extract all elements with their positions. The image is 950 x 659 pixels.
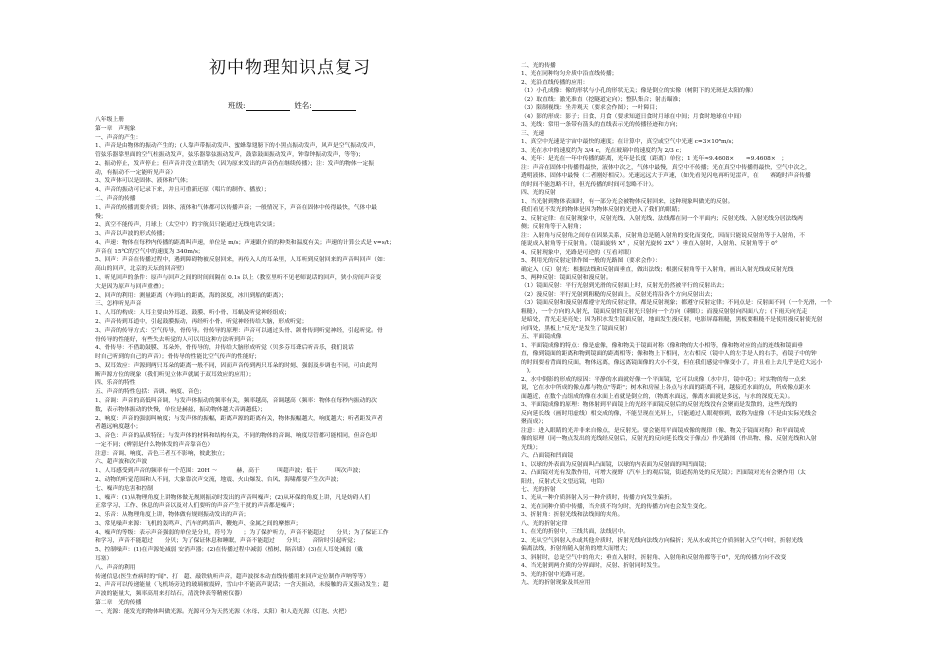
text-line: 4、当光射到两介质的分界面时，反射、折射同时发生。 [521, 563, 664, 570]
text-line: 2、光在同种介质中传播，当介质不均匀时，光的传播方向也会发生变化。 [521, 503, 711, 510]
text-line: 八年级上册 [95, 117, 124, 123]
text-line: 直，像到镜面的距离和物到镜面的距离相等；像和物上下相同，左右相反（镜中人的左手是人的右手，看镜子中的钟 [521, 351, 817, 358]
text-line: 七、光的折射 [521, 487, 556, 493]
text-line: 三、怎样听见声音 [95, 301, 142, 308]
text-line: 说，它在水中所成的像点都与物点"等距"；树木和房屋上各点与水面的距离不同，越接近水面的点，所成像点距水 [521, 385, 811, 392]
text-line: 5、光的折射中光路可逆。 [521, 571, 589, 578]
text-line: 一、声音的产生： [95, 134, 142, 141]
text-line: 传递信息(医生查病时的"闻"、打 超、敲铁轨听声音，超声波探本动直线传播用来回声定位制作声呐等等） [95, 573, 370, 580]
text-line: 侧；反射角等于入射角； [521, 224, 585, 231]
text-line: 反向延长线（画时用虚线）相交成的像，不能呈现在光屏上，只能通过人眼观察到，故称为虚像（不是由实际光线会 [521, 410, 817, 417]
name-label: 姓名: [294, 101, 312, 110]
text-line: 注意：进入眼睛的光并非来自像点，是反射光。要会能用平面镜成像的规律（像、物关于镜面对称）和平面镜成 [521, 427, 806, 434]
text-line: 六、超声波和次声波 [95, 459, 148, 466]
text-line: 者越远响度越小； [95, 424, 142, 431]
text-line: 1、光从一种介质斜射入另一种介质时，传播方向发生偏折。 [521, 495, 676, 502]
text-line: 2、真空不能传声，月球上（太空中）的宇航员只能通过无线电话交谈； [95, 222, 279, 229]
text-line: 4、声音的振动可记录下来，并且可重新还原（唱片的制作、播放）； [95, 187, 270, 194]
text-line: 数，表示物体振动的快慢，单位是赫兹，振动物体越大音调越低）； [95, 406, 267, 413]
text-line: 3、发声体可以是固体、液体和气体； [95, 178, 192, 185]
page-title: 初中物理知识点复习 [209, 58, 371, 78]
text-line: （2）漫反射：平行光射到粗糙的反射面上，反射光将沿各个方向反射出去； [521, 291, 716, 298]
text-line: 聚而成）； [521, 419, 548, 426]
text-line: 的时间要看背面的反面，物体远离，像远离镜面像的大小不变，但在我们感觉中像变小了，并且看上去几乎是近大远小 [521, 359, 823, 366]
text-line: 动，有振动不一定能听见声音） [95, 169, 177, 176]
text-line: 4、骨传导：不借助鼓膜、耳朵外，骨传导的，并传给大脑形成听觉（贝多芬耳聋后听音乐，我们说话 [95, 345, 354, 352]
text-line: 1、在光的折射中，三线共面，法线居中。 [521, 529, 630, 536]
name-blank [312, 102, 356, 111]
text-line: 我们看见不发光的物体是因为物体反射的光进入了我们的眼睛； [521, 207, 684, 214]
text-line: 二、声音的传播 [95, 196, 136, 203]
text-line: 3、音色：声音的品质特征；与发声体的材料和结构有关，不同的物体的音调、响度尽管都可能相同，但音色却 [95, 433, 377, 440]
text-line: 3、光线：常用一条带有箭头的直线表示光的传播径迹和方向； [521, 122, 682, 129]
text-line: 3、常见噪声来源：飞机的轰鸣声、汽车的鸣笛声、鞭炮声、金属之间的摩擦声； [95, 520, 302, 527]
text-line: 耳塞） [95, 556, 113, 562]
text-line: （1）小孔成像：像的形状与小孔的形状无关；像是倒立的实像（树阴下的光斑是太阳的像） [521, 88, 757, 95]
text-line: 1、人耳感受到声音的频率有一个范围：20H ～ 赫，高于 叫超声波；低于 叫次声波； [95, 468, 365, 475]
text-line: （4）影的形成：影子；日食、月食（要求知道日食时月球在中间；月食时地球在中间） [521, 113, 745, 120]
text-line: 4、光年：是光在一年中传播的距离，光年是长度（距离）单位；1 光年≈9.4608× ≈9.4608× ； [521, 156, 788, 163]
text-line: 九、光的折射现象及其应用 [521, 580, 591, 587]
text-line: 的时间不能忽略不计，但光传播的时间可忽略不计）。 [521, 181, 658, 188]
text-line: 八、声音的利用 [95, 564, 136, 571]
text-line: 2、振动停止，发声停止；但声音并没立即消失（因为原来发出的声音仍在继续传播）；注：发声的物体一定振 [95, 160, 375, 167]
text-line: 3、光在水中的速度约为 3/4 c，光在玻璃中的速度约为 2/3 c； [521, 147, 685, 154]
text-line: 向四处，黑板上"反光"是发生了镜面反射） [521, 325, 631, 332]
text-line: 断声源方位的现象（我们听见立体声就属于双耳效应的应用）； [95, 371, 255, 378]
text-line: 3、折射角：折射光线和法线间的夹角。 [521, 512, 624, 519]
text-line: 光线）； [521, 444, 542, 451]
class-blank [246, 102, 290, 111]
text-line: 1、音调：声音的高低叫音调，与发声体振动的频率有关，频率越高，音调越高（频率：物体在每秒内振动的次 [95, 397, 377, 404]
text-line: 2、光从空气斜射入水或其他介质时，折射光线向法线方向偏折；光从水或其它介质斜射入空气中时，折射光线 [521, 537, 803, 544]
text-line: 1、平面镜成像的特点：像是虚像，像和物关于镜面对称（像和物的大小相等，像和物对应的点的连线和镜面垂 [521, 342, 803, 349]
text-line: 第二章 光的传播 [95, 599, 142, 606]
text-line: 1、人耳的构成：人耳主要由外耳道、鼓膜、听小骨、耳蜗及听觉神经组成； [95, 310, 290, 317]
text-line: 3、声音的传导方式：空气传导，骨传导。骨传导的原理：声音可以通过头骨、颌骨传到听觉神经，引起听觉。骨 [95, 327, 383, 334]
text-line: 2、反射定律：在反射现象中，反射光线、入射光线、法线都在同一个平面内；反射光线、入射光线分居法线两 [521, 215, 803, 222]
text-line: 四、光的反射 [521, 190, 556, 197]
text-line: 2、光沿直线传播的应用： [521, 79, 589, 86]
text-line: 1、噪声：(1)从物理角度上讲物体做无规则振动时发出的声音叫噪声；(2)从环保的角度上讲，凡是妨碍人们 [95, 494, 371, 501]
text-line: ), [521, 368, 531, 375]
text-line: 管弦乐器靠里面的空气柱振动发声，弦乐器靠弦振动发声，鼓靠鼓面振动发声，钟靠钟振动发声，等等)； [95, 152, 364, 159]
text-line: 注：声音在固体中传播得最快，液体中次之，气体中最慢，真空中不传播；光在真空中传播得最快，空气中次之， [521, 164, 811, 171]
text-line: 高山的回声，北京的天坛的回音壁） [95, 266, 188, 273]
text-line: 面越近，在数个点组成的像在水面上看就是倒立的，（物离水面远，像离水面就是多远，与水的深度无关）。 [521, 393, 794, 400]
text-line: 2、乐音：从物理角度上讲，物体做有规则振动发出的声音； [95, 512, 250, 519]
text-line: 一定不同；(辨别是什么物体发的声音靠音色） [95, 441, 214, 448]
text-line: 4、噪声的等级：表示声音强弱的单位是分贝，符号为 ；为了保护听力，声音不能超过 分贝；为了保证工作 [95, 529, 389, 536]
text-line: 能说成入射角等于反射角。（镜面旋转 X° ，反射光旋转 2X° ）垂直入射时，入射角、反射角等于 0° [521, 241, 778, 248]
text-line: 1、以球的外表面为反射面叫凸面镜，以球的内表面为反射面的叫凹面镜； [521, 461, 711, 468]
text-line: 时自己听到的自己的声音）；骨传导的性能比空气传声的性能好； [95, 354, 261, 361]
text-line: （3）镜面反射和漫反射都遵守光的反射定律，都是反射现象；都遵守反射定律；不同点是：反射面不同（一个光滑，一个 [521, 300, 832, 307]
text-line: 二、光的传播 [521, 63, 556, 69]
text-line: 声音在 15℃的空气中的速度为 340m/s； [95, 248, 204, 255]
text-line: 1、声音的传播需要介质；固体、液体和气体都可以传播声音；一般情况下，声音在固体中传得最快，气体中最 [95, 204, 377, 211]
text-line: 3、声音以声波的形式传播； [95, 231, 169, 238]
text-line: 八、光的折射定律 [521, 520, 568, 527]
text-line: 透明液体、固体中最慢（二者刚好相反）。光速远远大于声速，（如先看见闪电再听见雷声，在 赛跑时声音传播 [521, 173, 811, 180]
text-line: 2、声音传到耳道中，引起鼓膜振动，再经听小骨、听觉神经传给大脑，形成听觉； [95, 318, 308, 325]
text-line: 1、听见回声的条件：原声与回声之间的时间间隔在 0.1s 以上（教室里听不见老师说话的回声，狭小房间声音变 [95, 275, 382, 282]
text-line: 5、控制噪声：(1)在声源处减弱 安消声器；(2)在传播过程中减弱（植树、隔音墙）(3)在人耳处减弱（戴 [95, 547, 363, 554]
text-line: 声波的能量大，频率高用来打结石，清洗钟表等精密仪器） [95, 591, 246, 598]
text-line: 正常学习、工作、休息的声音以及对人们要听的声音产生干扰的声音都是噪声； [95, 503, 298, 510]
text-line: 1、当光射到物体表面时，有一部分光会被物体反射回来，这种现象叫做光的反射。 [521, 198, 734, 205]
class-label: 班级: [228, 101, 246, 110]
text-line: （3）限制视线：坐井观天（要求会作图）；一叶障目； [521, 105, 661, 112]
text-line: 第一章 声现象 [95, 125, 136, 132]
text-line: 是暗处，背光走是亮处；因为积水发生镜面反射，地面发生漫反射，电影屏幕粗糙，黑板要粗糙不是使用漫反射使光射 [521, 317, 823, 324]
text-line: 注意：音调、响度、音色三者互不影响，彼此独立； [95, 450, 229, 457]
student-info [228, 101, 356, 111]
text-line: 像的原理（同一物点发出的光线经反射后，反射光的反向延长线交于像点）作光路图（作出物、像、反射光线和入射 [521, 436, 817, 443]
text-line: 六、凸面镜和凹面镜 [521, 453, 574, 460]
text-line: （1）镜面反射：平行光射到光滑的反射面上时，反射光仍然被平行的反射出去； [521, 283, 728, 290]
text-line: 2、响度：声音的强弱叫响度；与发声体的振幅，距离声源的距离有关，物体振幅越大，响度越大；听者距发声者 [95, 415, 383, 422]
text-line: 四、乐音的特性 [95, 380, 136, 387]
text-line: 2、动物的听觉范围和人不同，大象靠次声交流，地震、火山爆发、台风、海啸都要产生次声波； [95, 476, 343, 483]
text-line: 慢； [95, 213, 107, 220]
text-line: 粗糙），一个方向的入射光，镜面反射的反射光只射向一个方向（刺眼）；而漫反射射向四面八方；(下雨天向光走 [521, 308, 808, 315]
text-line: 五、平面镜成像 [521, 334, 562, 341]
text-line: 七、噪声的危害和控制 [95, 485, 153, 492]
text-line: 阳灶，反射式天文望远镜，电筒） [521, 478, 608, 485]
text-line: （2）取直线：激光准直（挖隧道定向）；整队集合；射击瞄准； [521, 96, 685, 103]
text-line: 2、声音可以传递能量（飞机场旁边的玻璃被震碎，雪山中不能高声说话；一含天振动，未接触的音叉振动发生；超 [95, 582, 389, 589]
text-line: 五、声音的特性包括：音调、响度、音色； [95, 389, 206, 396]
text-line: 5、双耳效应：声源到两只耳朵的距离一般不同，因而声音传到两只耳朵的时刻、强弱及步调也不同，可由此判 [95, 362, 377, 369]
text-line: 2、凸面镜对光有发散作用，可增大视野（汽车上的观后镜，街道拐角处的反光镜）；凹面镜对光有会聚作用（太 [521, 470, 806, 477]
text-line: 一、光源：能发光的物体叫做光源。光源可分为天然光源（水母、太阳）和人造光源（灯泡、火把） [95, 608, 351, 615]
text-line: 4、声速：物体在每秒内传播的距离叫声速，单位是 m/s；声速跟介质的种类和温度有关；声速的计算公式是 v=s/t； [95, 239, 395, 246]
text-line: 和学习，声音不能超过 分贝；为了保证休息和睡眠，声音不能超过 分贝； 音阶时引起听觉； [95, 538, 359, 545]
text-line: 5、利用光的反射定律作图一般的光路图（要求会作）： [521, 258, 661, 265]
text-line: 1、声音是由物体的振动产生的；(人靠声带振动发声、蜜蜂靠翅膀下的小黑点振动发声，风声是空气振动发声， [95, 143, 380, 150]
text-line: 注：入射角与反射角之间存在因果关系，反射角总是随入射角的变化而变化，因而只能说反射角等于入射角，不 [521, 232, 806, 239]
text-line: 5、两种反射：镜面反射和漫反射。 [521, 275, 612, 281]
text-line: 确定入（反）射光：根据法线和反射面垂直，做出法线；根据反射角等于入射角，画出入射光线或反射光线 [521, 266, 794, 273]
text-line: 3、平面镜成像的原理：物体射到平面镜上的光经平面镜反射后的反射光线没有会聚而是发散的，这些光线的 [521, 402, 798, 409]
text-line: 大是因为原声与回声重叠）； [95, 283, 168, 290]
text-line: 5、回声：声音在传播过程中，遇到障碍物被反射回来，再传入人的耳朵里，人耳听到反射回来的声音叫回声（如： [95, 257, 389, 264]
text-line: 偏离法线，折射角随入射角的增大而增大； [521, 546, 632, 553]
text-line: 4、反射现象中，光路是可逆的（互看对眼） [521, 249, 635, 256]
text-line: 3、斜射时，总是空气中的角大；垂直入射时，折射角、入射角和反射角都等于0°，光的传播方向不改变 [521, 554, 787, 561]
text-line: 1、光在同种均匀介质中沿直线传播； [521, 71, 618, 78]
text-line: 三、光速 [521, 130, 545, 137]
text-line: 骨传导的性能好，有些失去听觉的人可以用这种方法听到声音； [95, 336, 258, 343]
text-line: 1、真空中光速是宇宙中最快的速度；在计算中，真空或空气中光速 c=3×10⁸m/s； [521, 139, 738, 146]
text-line: 2、回声的利用：测量距离（车到山的距离，海的深度，冰川到船的距离）； [95, 292, 288, 299]
text-line: 2、水中倒影的形成的原因：平静的水面就好像一个平面镜，它可以成像（水中月，镜中花）；对实物的每一点来 [521, 376, 806, 383]
